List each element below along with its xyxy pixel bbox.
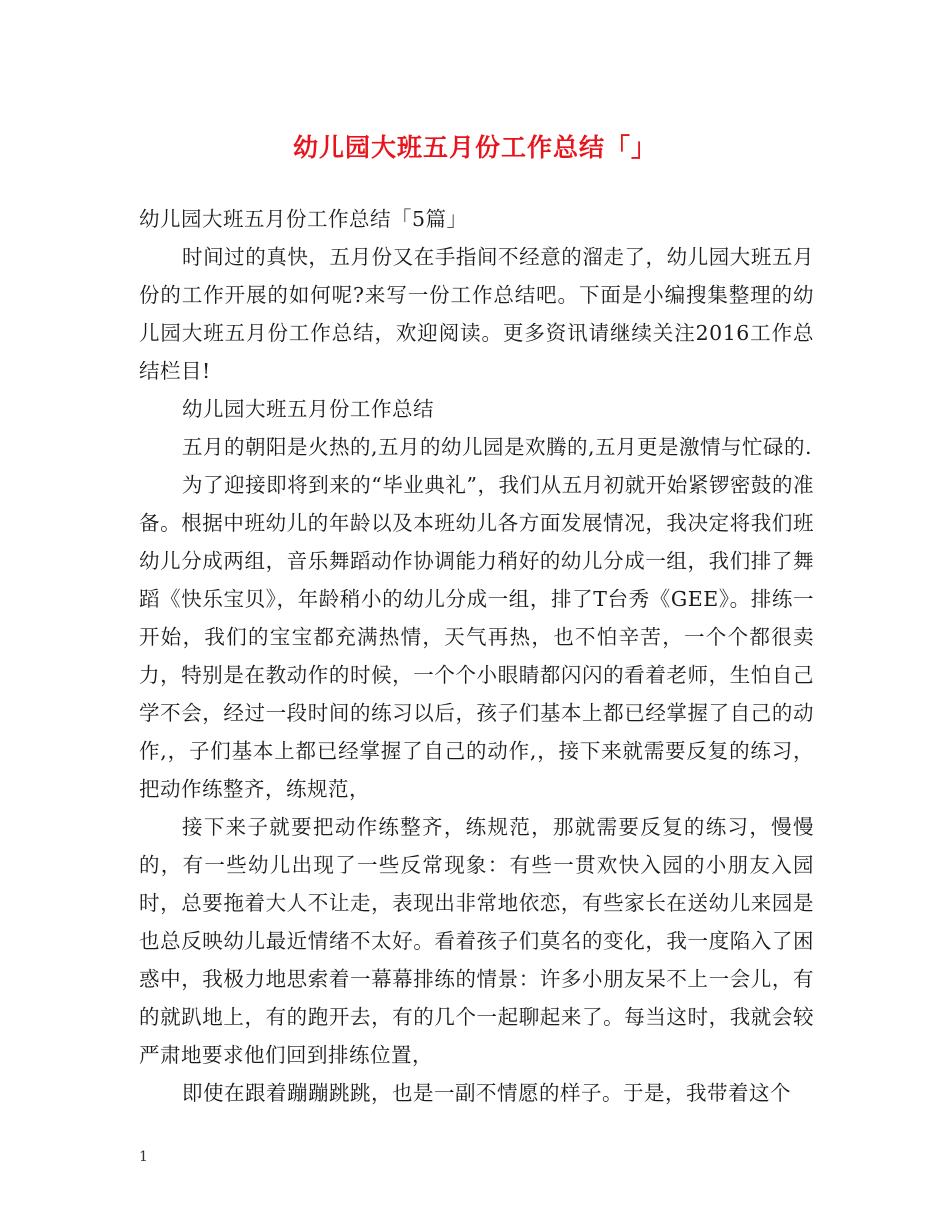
paragraph-rehearsal: 为了迎接即将到来的“毕业典礼”，我们从五月初就开始紧锣密鼓的准备。根据中班幼儿的年龄以及本班幼儿各方面发展情况，我决定将我们班幼儿分成两组，音乐舞蹈动作协调能力稍好的幼儿分成一组，我们排了舞蹈《快乐宝贝》，年龄稍小的幼儿分成一组，排了T台秀《GEE》。排练一开始，我们的宝宝都充满热情，天气再热，也不怕辛苦，一个个都很卖力，特别是在教动作的时候，一个个小眼睛都闪闪的看着老师，生怕自己学不会，经过一段时间的练习以后，孩子们基本上都已经掌握了自己的动作,，子们基本上都已经掌握了自己的动作,，接下来就需要反复的练习，把动作练整齐，练规范， xyxy=(139,473,814,801)
page-number: 1 xyxy=(139,1149,148,1165)
document-subtitle: 幼儿园大班五月份工作总结「5篇」 xyxy=(139,207,468,231)
document-body xyxy=(139,200,814,1112)
paragraph-continuation: 即使在跟着蹦蹦跳跳，也是一副不情愿的样子。于是，我带着这个 xyxy=(182,1081,791,1105)
section-heading: 幼儿园大班五月份工作总结 xyxy=(182,397,434,421)
paragraph-intro: 时间过的真快，五月份又在手指间不经意的溜走了，幼儿园大班五月份的工作开展的如何呢?来写一份工作总结吧。下面是小编搜集整理的幼儿园大班五月份工作总结，欢迎阅读。更多资讯请继续关注2016工作总结栏目! xyxy=(139,245,814,383)
paragraph-practice: 接下来子就要把动作练整齐，练规范，那就需要反复的练习，慢慢的，有一些幼儿出现了一些反常现象：有些一贯欢快入园的小朋友入园时，总要拖着大人不让走，表现出非常地依恋，有些家长在送幼儿来园是也总反映幼儿最近情绪不太好。看着孩子们莫名的变化，我一度陷入了困惑中，我极力地思索着一幕幕排练的情景：许多小朋友呆不上一会儿，有的就趴地上，有的跑开去，有的几个一起聊起来了。每当这时，我就会较严肃地要求他们回到排练位置， xyxy=(139,815,814,1067)
paragraph-opening: 五月的朝阳是火热的,五月的幼儿园是欢腾的,五月更是激情与忙碌的. xyxy=(182,435,813,459)
document-title: 幼儿园大班五月份工作总结「」 xyxy=(292,133,657,162)
